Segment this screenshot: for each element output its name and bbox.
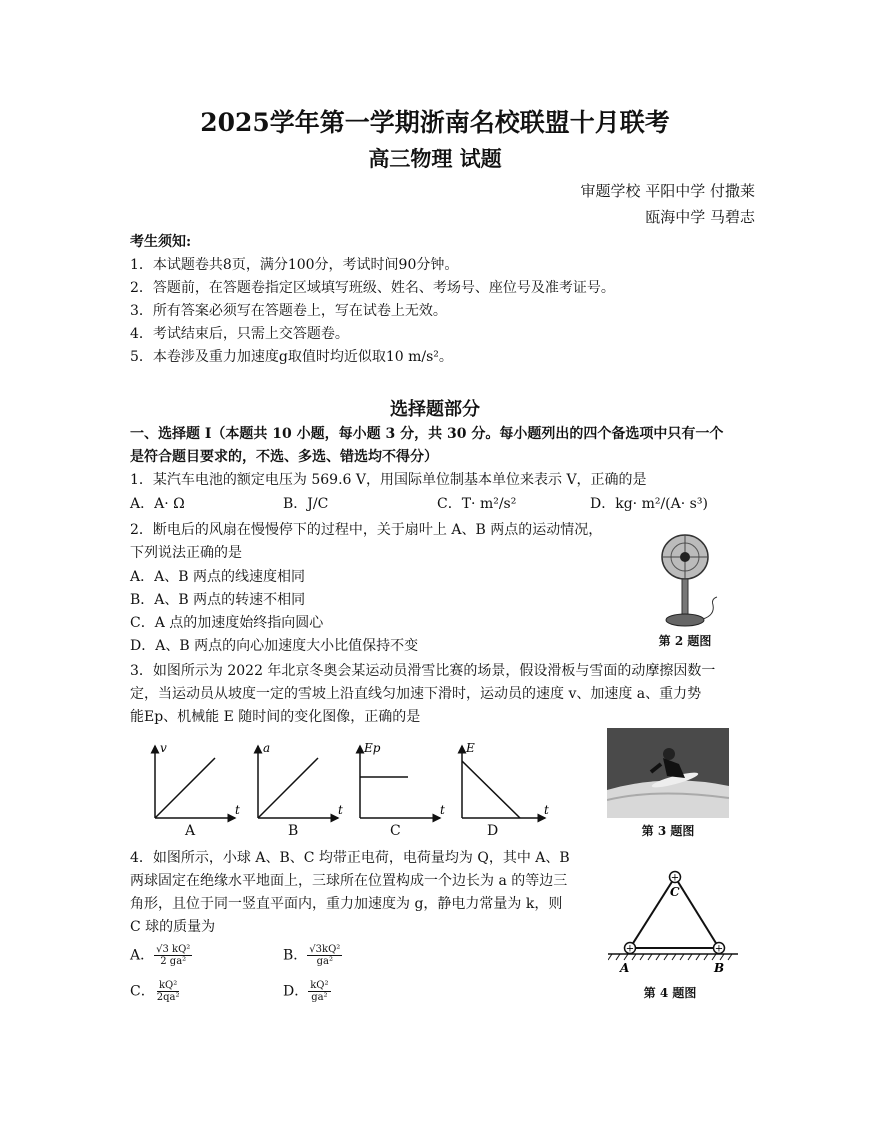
q4-option-c: C． $\frac{\text{kQ²}}{\text{2qa²}}$ xyxy=(130,980,180,1003)
q4-stem-1: 4．如图所示，小球 A、B、C 均带正电荷，电荷量均为 Q，其中 A、B xyxy=(130,850,570,866)
page-subtitle: 高三物理 试题 xyxy=(368,146,502,171)
page-title: 2025学年第一学期浙南名校联盟十月联考 xyxy=(200,108,670,137)
q4-option-a: A． $\frac{\text{√3 kQ²}}{\text{2 ga²}}$ xyxy=(130,944,191,967)
notice-item: 4．考试结束后，只需上交答题卷。 xyxy=(130,326,349,342)
reviewer-line-2: 瓯海中学 马碧志 xyxy=(645,208,755,226)
notice-heading: 考生须知: xyxy=(130,234,192,250)
graph-b xyxy=(258,741,343,818)
graph-a-xaxis: t xyxy=(235,803,240,817)
graph-b-yaxis: a xyxy=(263,741,271,755)
section-title: 选择题部分 xyxy=(390,399,480,420)
q2-caption: 第 2 题图 xyxy=(658,634,712,648)
q1-option-d: D．kg· m²/(A· s³) xyxy=(590,496,708,512)
q4-option-d: D． $\frac{\text{kQ²}}{\text{ga²}}$ xyxy=(283,980,329,1003)
q4-stem-3: 角形，且位于同一竖直平面内，重力加速度为 g，静电力常量为 k，则 xyxy=(130,896,563,912)
graph-c-yaxis: Ep xyxy=(364,741,381,755)
q1-option-c: C．T· m²/s² xyxy=(437,496,517,512)
q3-stem-1: 3．如图所示为 2022 年北京冬奥会某运动员滑雪比赛的场景，假设滑板与雪面的动摩擦因数一 xyxy=(130,663,716,679)
part1-instructions-1: 一、选择题 I（本题共 10 小题，每小题 3 分，共 30 分。每小题列出的四个备选项中只有一个 xyxy=(130,426,724,442)
notice-item: 1．本试题卷共8页，满分100分，考试时间90分钟。 xyxy=(130,257,459,273)
q2-stem-1: 2．断电后的风扇在慢慢停下的过程中，关于扇叶上 A、B 两点的运动情况， xyxy=(130,522,603,538)
notice-item: 2．答题前，在答题卷指定区域填写班级、姓名、考场号、座位号及准考证号。 xyxy=(130,280,615,296)
q1-stem: 1．某汽车电池的额定电压为 569.6 V，用国际单位制基本单位来表示 V，正确的是 xyxy=(130,472,647,488)
graph-d-yaxis: E xyxy=(466,741,475,755)
graph-b-xaxis: t xyxy=(338,803,343,817)
q3-stem-3: 能Ep、机械能 E 随时间的变化图像，正确的是 xyxy=(130,709,421,725)
graph-d-xaxis: t xyxy=(544,803,549,817)
graph-a-label: A xyxy=(185,823,196,839)
svg-text:+: + xyxy=(670,872,680,884)
q2-option-c: C．A 点的加速度始终指向圆心 xyxy=(130,615,324,631)
triangle-figure xyxy=(608,866,738,976)
graph-d xyxy=(462,741,549,818)
notice-item: 3．所有答案必须写在答题卷上，写在试卷上无效。 xyxy=(130,303,447,319)
svg-text:+: + xyxy=(625,943,635,955)
q1-option-a: A．A· Ω xyxy=(130,496,185,512)
label-b: B xyxy=(714,961,725,975)
q2-stem-2: 下列说法正确的是 xyxy=(130,545,242,561)
q2-option-b: B．A、B 两点的转速不相同 xyxy=(130,592,306,608)
q3-stem-2: 定，当运动员从坡度一定的雪坡上沿直线匀加速下滑时，运动员的速度 v、加速度 a、重力势 xyxy=(130,686,702,702)
graph-b-label: B xyxy=(288,823,299,839)
graph-c-xaxis: t xyxy=(440,803,445,817)
graph-c-label: C xyxy=(390,823,401,839)
label-c: C xyxy=(670,885,680,899)
q1-option-b: B．J/C xyxy=(283,496,329,512)
graph-c xyxy=(360,741,445,818)
svg-text:+: + xyxy=(714,943,724,955)
q4-option-b: B． $\frac{\text{√3kQ²}}{\text{ga²}}$ xyxy=(283,944,341,967)
graph-d-label: D xyxy=(487,823,499,839)
q2-option-a: A．A、B 两点的线速度相同 xyxy=(130,569,305,585)
label-a: A xyxy=(620,961,630,975)
graph-a xyxy=(155,741,240,818)
reviewer-line-1: 审题学校 平阳中学 付撒莱 xyxy=(580,182,755,200)
graph-a-yaxis: v xyxy=(160,741,167,755)
part1-instructions-2: 是符合题目要求的，不选、多选、错选均不得分） xyxy=(130,449,438,465)
q4-stem-4: C 球的质量为 xyxy=(130,919,216,935)
q4-caption: 第 4 题图 xyxy=(643,986,697,1000)
q4-stem-2: 两球固定在绝缘水平地面上，三球所在位置构成一个边长为 a 的等边三 xyxy=(130,873,568,889)
skier-photo xyxy=(607,728,729,818)
notice-item: 5．本卷涉及重力加速度g取值时均近似取10 m/s²。 xyxy=(130,349,453,365)
q3-caption: 第 3 题图 xyxy=(641,824,695,838)
fan-figure xyxy=(645,523,725,633)
q2-option-d: D．A、B 两点的向心加速度大小比值保持不变 xyxy=(130,638,419,654)
